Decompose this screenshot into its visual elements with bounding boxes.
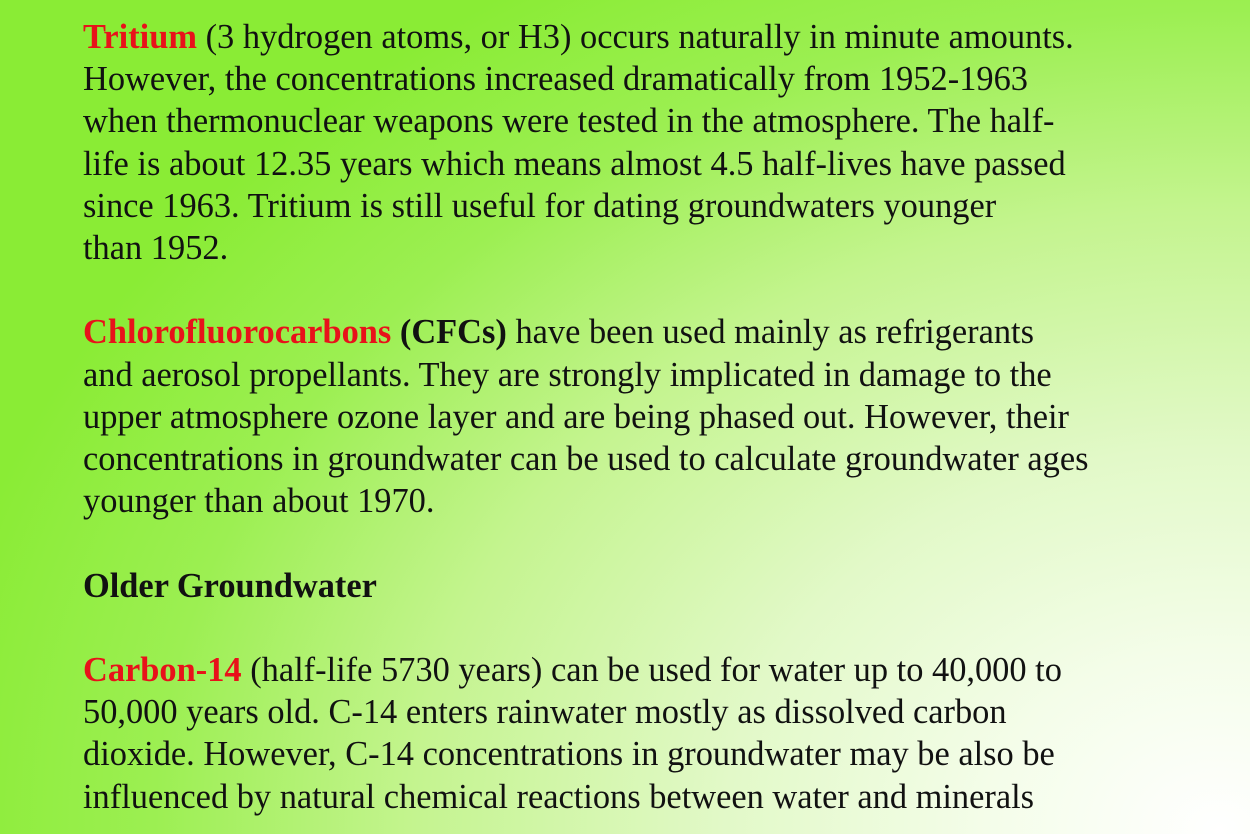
cfc-paragraph [83, 311, 1233, 522]
tritium-term: Tritium [83, 18, 197, 56]
tritium-line-1 [83, 16, 1233, 58]
cfc-line-3: upper atmosphere ozone layer and are being phased out. However, their [83, 397, 1070, 436]
paragraph-spacer [83, 522, 1233, 564]
cfc-line-1 [83, 311, 1233, 353]
cfc-line-4: concentrations in groundwater can be used to calculate groundwater ages [83, 440, 1089, 479]
carbon14-paragraph [83, 649, 1233, 818]
cfc-line-5: younger than about 1970. [83, 482, 435, 521]
paragraph-spacer [83, 607, 1233, 649]
paragraph-spacer [83, 269, 1233, 311]
tritium-text-1: (3 hydrogen atoms, or H3) occurs naturally in minute amounts. [197, 18, 1074, 56]
tritium-paragraph [83, 16, 1233, 269]
tritium-line-4: life is about 12.35 years which means almost 4.5 half-lives have passed [83, 144, 1066, 183]
carbon14-line-4: influenced by natural chemical reactions between water and minerals [83, 777, 1035, 816]
carbon14-line-2: 50,000 years old. C-14 enters rainwater mostly as dissolved carbon [83, 693, 1007, 732]
cfc-line-2: and aerosol propellants. They are strongly implicated in damage to the [83, 355, 1052, 394]
tritium-line-5: since 1963. Tritium is still useful for dating groundwaters younger [83, 186, 997, 225]
older-groundwater-heading: Older Groundwater [83, 566, 377, 605]
tritium-line-6: than 1952. [83, 229, 229, 268]
slide-content [83, 16, 1233, 818]
cfc-term: Chlorofluorocarbons [83, 313, 392, 352]
cfc-abbreviation: (CFCs) [391, 313, 507, 352]
carbon14-term: Carbon-14 [83, 651, 242, 689]
cfc-text-1: have been used mainly as refrigerants [506, 313, 1034, 352]
carbon14-line-1 [83, 649, 1233, 691]
carbon14-line-3: dioxide. However, C-14 concentrations in groundwater may be also be [83, 735, 1055, 774]
tritium-line-2: However, the concentrations increased dramatically from 1952-1963 [83, 60, 1028, 99]
tritium-line-3: when thermonuclear weapons were tested in the atmosphere. The half- [83, 102, 1055, 141]
carbon14-text-1: (half-life 5730 years) can be used for water up to 40,000 to [241, 651, 1062, 689]
